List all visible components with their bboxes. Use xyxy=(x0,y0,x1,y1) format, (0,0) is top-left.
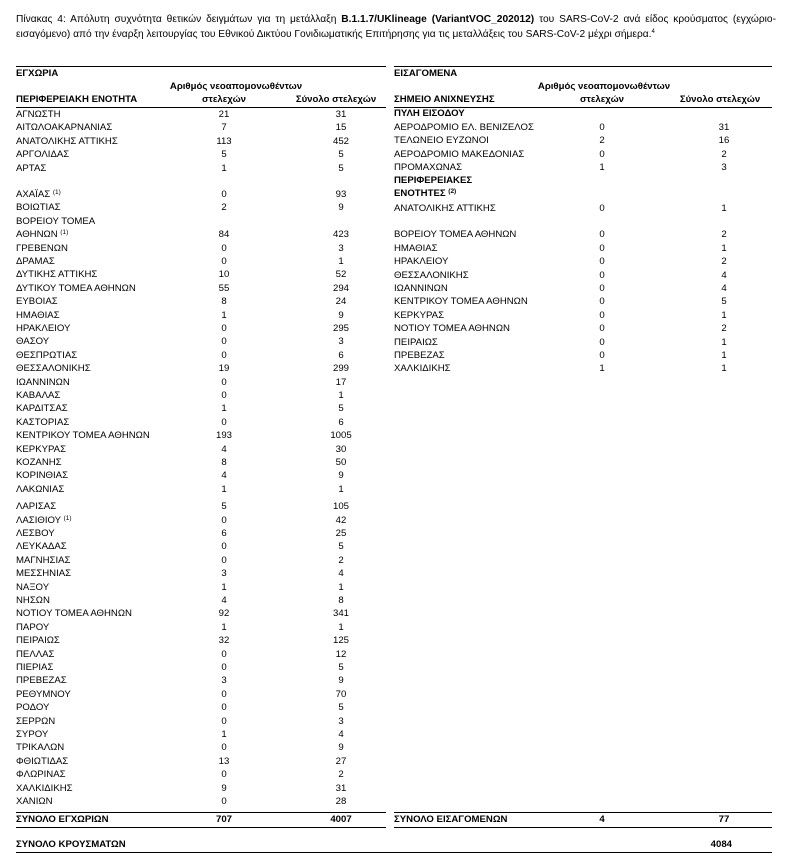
row-total: 294 xyxy=(332,282,349,294)
row-new: 0 xyxy=(221,336,227,348)
row-total: 42 xyxy=(335,514,347,526)
row-new: 0 xyxy=(221,554,227,566)
row-total: 2 xyxy=(721,229,727,241)
row-total: 2 xyxy=(721,256,727,268)
row-new: 4 xyxy=(221,470,227,482)
row-new: 0 xyxy=(599,242,605,254)
row-new: 0 xyxy=(221,256,227,267)
row-total: 50 xyxy=(335,457,347,468)
domestic-total-row: ΣΥΝΟΛΟ ΕΓΧΩΡΙΩΝ 707 4007 xyxy=(16,814,352,825)
row-name: ΗΜΑΘΙΑΣ xyxy=(394,242,438,254)
row-name: ΚΕΝΤΡΙΚΟΥ ΤΟΜΕΑ ΑΘΗΝΩΝ xyxy=(394,296,528,308)
row-name: ΕΥΒΟΙΑΣ xyxy=(16,296,58,308)
row-total: 295 xyxy=(332,323,349,334)
row-new: 0 xyxy=(221,189,227,200)
row-new: 1 xyxy=(221,309,227,321)
row-new: 0 xyxy=(599,323,605,335)
domestic-total-bottom-rule xyxy=(16,827,386,828)
row-total: 15 xyxy=(335,122,347,134)
row-name: ΔΥΤΙΚΟΥ ΤΟΜΕΑ ΑΘΗΝΩΝ xyxy=(16,282,136,294)
row-name: ΘΑΣΟΥ xyxy=(16,336,50,348)
row-new: 4 xyxy=(221,443,227,455)
row-total: 5 xyxy=(338,149,344,161)
row-name: ΘΕΣΠΡΩΤΙΑΣ xyxy=(16,349,78,361)
header-total: Σύνολο στελεχών xyxy=(679,94,761,105)
row-total: 4 xyxy=(721,283,727,294)
caption-lineage: B.1.1.7/UKlineage (VariantVOC_202012) xyxy=(341,14,535,25)
caption-suffix: του SARS-CoV-2 ανά είδος κρούσματος (εγχώριο-εισαγόμενο) από την έναρξη λειτουργίας του Εθνικού Δικτύου Γονιδιωματικής Επιτήρησης για τις μεταλλάξεις του SARS-CoV-2 μέχρι σήμερα. xyxy=(16,14,776,40)
row-name: ΚΟΡΙΝΘΙΑΣ xyxy=(16,470,69,482)
row-new: 0 xyxy=(599,256,605,268)
row-total: 9 xyxy=(338,470,344,482)
row-new: 1 xyxy=(221,581,227,593)
row-name: ΝΟΤΙΟΥ ΤΟΜΕΑ ΑΘΗΝΩΝ xyxy=(16,608,132,620)
row-total: 2 xyxy=(721,148,727,160)
row-new: 0 xyxy=(599,122,605,133)
grand-total-label: ΣΥΝΟΛΟ ΚΡΟΥΣΜΑΤΩΝ xyxy=(16,839,126,850)
row-name: ΑΓΝΩΣΤΗ xyxy=(16,109,61,120)
row-new: 7 xyxy=(221,122,227,134)
row-total: 1 xyxy=(338,581,344,593)
row-new: 21 xyxy=(218,109,230,120)
row-total: 1 xyxy=(338,621,344,633)
row-total: 27 xyxy=(335,755,347,767)
row-name: ΑΕΡΟΔΡΟΜΙΟ ΜΑΚΕΔΟΝΙΑΣ xyxy=(394,148,525,160)
row-name: ΠΕΙΡΑΙΩΣ xyxy=(394,336,438,348)
row-new: 0 xyxy=(599,203,605,214)
row-name: ΑΝΑΤΟΛΙΚΗΣ ΑΤΤΙΚΗΣ xyxy=(394,203,496,214)
row-total: 1 xyxy=(721,309,727,321)
row-new: 0 xyxy=(221,323,227,334)
row-new: 193 xyxy=(215,430,232,442)
row-new: 8 xyxy=(221,457,227,468)
row-new: 3 xyxy=(221,568,227,580)
row-name: ΘΕΣΣΑΛΟΝΙΚΗΣ xyxy=(16,363,91,375)
row-new: 2 xyxy=(221,202,227,214)
row-new: 0 xyxy=(221,688,227,700)
domestic-table: ΕΓΧΩΡΙΑ Αριθμός νεοαπομονωθέντων ΠΕΡΙΦΕΡΕΙΑΚΗ ΕΝΟΤΗΤΑ στελεχών Σύνολο στελεχών ΑΓΝΩΣΤΗ 21 31 ΑΙΤΩΛΟΑΚΑΡΝΑΝΙΑΣ 7 15 ΑΝΑΤΟΛΙΚΗΣ ΑΤΤΙΚΗΣ 113 452 ΑΡΓΟΛΙΔΑΣ 5 5 ΑΡΤΑΣ 1 5 ΑΧΑΪΑΣ $^{(1)}$ 0 93 ΒΟΙΩΤΙΑΣ 2 9 ΒΟΡΕΙΟΥ ΤΟΜΕΑ ΑΘΗΝΩΝ $^{(1)}$ 84 423 ΓΡΕΒΕΝΩΝ 0 3 ΔΡΑΜΑΣ 0 1 ΔΥΤΙΚΗΣ ΑΤΤΙΚΗΣ 10 52 ΔΥΤΙΚΟΥ ΤΟΜΕΑ ΑΘΗΝΩΝ 55 294 ΕΥΒΟΙΑΣ 8 24 ΗΜΑΘΙΑΣ 1 9 ΗΡΑΚΛΕΙΟΥ 0 295 ΘΑΣΟΥ 0 3 ΘΕΣΠΡΩΤΙΑΣ 0 6 ΘΕΣΣΑΛΟΝΙΚΗΣ 19 299 ΙΩΑΝΝΙΝΩΝ 0 17 ΚΑΒΑΛΑΣ 0 1 ΚΑΡΔΙΤΣΑΣ 1 5 ΚΑΣΤΟΡΙΑΣ 0 6 ΚΕΝΤΡΙΚΟΥ ΤΟΜΕΑ ΑΘΗΝΩΝ 193 1005 ΚΕΡΚΥΡΑΣ 4 30 ΚΟΖΑΝΗΣ 8 50 ΚΟΡΙΝΘΙΑΣ 4 9 ΛΑΚΩΝΙΑΣ 1 1 ΛΑΡΙΣΑΣ 5 105 ΛΑΣΙΘΙΟΥ $^{(1)}$ 0 42 ΛΕΣΒΟΥ 6 25 ΛΕΥΚΑΔΑΣ 0 5 ΜΑΓΝΗΣΙΑΣ 0 2 ΜΕΣΣΗΝΙΑΣ 3 4 ΝΑΞΟΥ 1 1 ΝΗΣΩΝ 4 8 ΝΟΤΙΟΥ ΤΟΜΕΑ ΑΘΗΝΩΝ 92 341 ΠΑΡΟΥ 1 1 ΠΕΙΡΑΙΩΣ 32 125 ΠΕΛΛΑΣ 0 12 ΠΙΕΡΙΑΣ 0 5 ΠΡΕΒΕΖΑΣ 3 9 ΡΕΘΥΜΝΟΥ 0 70 ΡΟΔΟΥ 0 5 ΣΕΡΡΩΝ 0 3 ΣΥΡΟΥ 1 4 ΤΡΙΚΑΛΩΝ 0 9 ΦΘΙΩΤΙΔΑΣ 13 27 ΦΛΩΡΙΝΑΣ 0 2 ΧΑΛΚΙΔΙΚΗΣ 9 31 ΧΑΝΙΩΝ 0 28 ΣΥΝΟΛΟ ΕΓΧΩΡΙΩΝ 707 4007 xyxy=(16,0,386,858)
row-total: 9 xyxy=(338,675,344,687)
row-total: 5 xyxy=(338,662,344,673)
row-name: ΡΟΔΟΥ xyxy=(16,702,50,714)
row-name: ΑΙΤΩΛΟΑΚΑΡΝΑΝΙΑΣ xyxy=(16,122,113,134)
row-total: 1 xyxy=(721,350,727,361)
row-total: 1 xyxy=(721,363,727,375)
row-new: 0 xyxy=(221,715,227,727)
row-total: 31 xyxy=(718,122,730,133)
row-new: 0 xyxy=(221,376,227,388)
row-new: 0 xyxy=(221,242,227,254)
row-total: 341 xyxy=(332,608,349,620)
caption-prefix: Πίνακας 4: Απόλυτη συχνότητα θετικών δειγμάτων για τη μετάλλαξη xyxy=(16,14,342,25)
row-name: ΑΡΓΟΛΙΔΑΣ xyxy=(16,149,70,161)
row-new: 2 xyxy=(599,135,605,147)
row-new: 4 xyxy=(221,595,227,606)
row-name: ΑΕΡΟΔΡΟΜΙΟ ΕΛ. ΒΕΝΙΖΕΛΟΣ xyxy=(394,122,534,133)
imported-total-bottom-rule xyxy=(394,827,772,828)
row-new: 0 xyxy=(599,269,605,281)
row-name: ΠΑΡΟΥ xyxy=(16,621,50,633)
row-new: 10 xyxy=(218,269,230,281)
row-total: 12 xyxy=(335,648,347,660)
row-name: ΔΡΑΜΑΣ xyxy=(16,256,55,267)
row-name: ΠΡΟΜΑΧΩΝΑΣ xyxy=(394,162,463,174)
row-total: 3 xyxy=(338,715,344,727)
row-name: ΦΘΙΩΤΙΔΑΣ xyxy=(16,755,69,767)
row-total: 452 xyxy=(332,135,349,147)
row-name: ΣΥΡΟΥ xyxy=(16,729,49,740)
row-total: 2 xyxy=(338,554,344,566)
row-name: ΠΕΙΡΑΙΩΣ xyxy=(16,635,60,647)
caption-footnote: 4 xyxy=(651,29,655,35)
row-new: 5 xyxy=(221,149,227,161)
row-total: 2 xyxy=(338,769,344,781)
row-new: 0 xyxy=(599,148,605,160)
row-name: ΠΙΕΡΙΑΣ xyxy=(16,662,54,673)
row-new: 0 xyxy=(221,662,227,673)
row-name: ΒΟΡΕΙΟΥ ΤΟΜΕΑ xyxy=(16,215,96,227)
row-total: 70 xyxy=(335,688,347,700)
row-name: ΤΕΛΩΝΕΙΟ ΕΥΖΩΝΟΙ xyxy=(394,135,489,147)
row-name: ΝΟΤΙΟΥ ΤΟΜΕΑ ΑΘΗΝΩΝ xyxy=(394,323,510,335)
row-total: 25 xyxy=(335,528,347,539)
row-total: 125 xyxy=(332,635,349,647)
row-name: ΗΜΑΘΙΑΣ xyxy=(16,309,60,321)
row-total: 5 xyxy=(338,541,344,553)
imported-table: ΕΙΣΑΓΟΜΕΝΑ Αριθμός νεοαπομονωθέντων ΣΗΜΕΙΟ ΑΝΙΧΝΕΥΣΗΣ στελεχών Σύνολο στελεχών ΠΥΛΗ ΕΙΣΟΔΟΥ ΑΕΡΟΔΡΟΜΙΟ ΕΛ. ΒΕΝΙΖΕΛΟΣ 0 31 ΤΕΛΩΝΕΙΟ ΕΥΖΩΝΟΙ 2 16 ΑΕΡΟΔΡΟΜΙΟ ΜΑΚΕΔΟΝΙΑΣ 0 2 ΠΡΟΜΑΧΩΝΑΣ 1 3 ΠΕΡΙΦΕΡΕΙΑΚΕΣ ΕΝΟΤΗΤΕΣ $^{(2)}$ ΑΝΑΤΟΛΙΚΗΣ ΑΤΤΙΚΗΣ 0 1 ΒΟΡΕΙΟΥ ΤΟΜΕΑ ΑΘΗΝΩΝ 0 2 ΗΜΑΘΙΑΣ 0 1 ΗΡΑΚΛΕΙΟΥ 0 2 ΘΕΣΣΑΛΟΝΙΚΗΣ 0 4 ΙΩΑΝΝΙΝΩΝ 0 4 ΚΕΝΤΡΙΚΟΥ ΤΟΜΕΑ ΑΘΗΝΩΝ 0 5 ΚΕΡΚΥΡΑΣ 0 1 ΝΟΤΙΟΥ ΤΟΜΕΑ ΑΘΗΝΩΝ 0 2 ΠΕΙΡΑΙΩΣ 0 1 ΠΡΕΒΕΖΑΣ 0 1 ΧΑΛΚΙΔΙΚΗΣ 1 1 ΣΥΝΟΛΟ ΕΙΣΑΓΟΜΕΝΩΝ 4 77 xyxy=(394,0,772,858)
row-new: 0 xyxy=(221,796,227,807)
row-new: 3 xyxy=(221,675,227,687)
row-new: 13 xyxy=(218,755,230,767)
row-new: 0 xyxy=(599,229,605,241)
row-new: 0 xyxy=(599,296,605,308)
row-name: ΛΕΥΚΑΔΑΣ xyxy=(16,541,67,553)
row-name: ΚΟΖΑΝΗΣ xyxy=(16,457,62,468)
row-new: 1 xyxy=(599,162,605,174)
row-new: 0 xyxy=(221,541,227,553)
row-total: 105 xyxy=(332,501,349,513)
row-name: ΚΕΝΤΡΙΚΟΥ ΤΟΜΕΑ ΑΘΗΝΩΝ xyxy=(16,430,150,442)
row-new: 0 xyxy=(221,349,227,361)
row-total: 4 xyxy=(721,269,727,281)
row-new: 5 xyxy=(221,501,227,513)
row-total: 9 xyxy=(338,309,344,321)
row-total: 9 xyxy=(338,202,344,214)
row-new: 0 xyxy=(221,416,227,428)
row-total: 5 xyxy=(721,296,727,308)
row-total: 1005 xyxy=(330,430,352,442)
row-name: ΑΝΑΤΟΛΙΚΗΣ ΑΤΤΙΚΗΣ xyxy=(16,135,118,147)
row-name: ΠΕΛΛΑΣ xyxy=(16,648,55,660)
row-name: ΛΑΡΙΣΑΣ xyxy=(16,501,57,513)
row-total: 93 xyxy=(335,189,347,200)
row-total: 6 xyxy=(338,349,344,361)
row-name: ΠΡΕΒΕΖΑΣ xyxy=(394,350,445,361)
row-name: ΚΑΒΑΛΑΣ xyxy=(16,390,61,401)
grand-total xyxy=(16,838,772,854)
header-new: στελεχών xyxy=(579,94,625,105)
row-total: 1 xyxy=(338,483,344,495)
row-name: ΗΡΑΚΛΕΙΟΥ xyxy=(394,256,449,268)
row-new: 1 xyxy=(221,162,227,174)
row-new: 9 xyxy=(221,782,227,794)
row-total: 5 xyxy=(338,702,344,714)
row-name: ΦΛΩΡΙΝΑΣ xyxy=(16,769,66,781)
row-name: ΑΧΑΪΑΣ $^{(1)}$ xyxy=(16,189,61,200)
row-total: 299 xyxy=(332,363,349,375)
header-total: Σύνολο στελεχών xyxy=(295,94,377,105)
row-total: 2 xyxy=(721,323,727,335)
header-point: ΣΗΜΕΙΟ ΑΝΙΧΝΕΥΣΗΣ xyxy=(394,94,495,105)
row-total: 52 xyxy=(335,269,347,281)
row-total: 4 xyxy=(338,568,344,580)
row-name: ΛΑΣΙΘΙΟΥ $^{(1)}$ xyxy=(16,514,72,526)
subheader-regional-ref: (2) xyxy=(448,188,457,195)
row-name: ΜΕΣΣΗΝΙΑΣ xyxy=(16,568,72,580)
row-new: 55 xyxy=(218,282,230,294)
row-name: ΛΑΚΩΝΙΑΣ xyxy=(16,483,65,495)
row-new: 0 xyxy=(221,390,227,401)
row-name: ΒΟΙΩΤΙΑΣ xyxy=(16,202,61,214)
row-name: ΚΑΡΔΙΤΣΑΣ xyxy=(16,403,68,415)
row-total: 1 xyxy=(338,256,344,267)
row-name: ΚΕΡΚΥΡΑΣ xyxy=(16,443,67,455)
row-total: 5 xyxy=(338,403,344,415)
row-name: ΘΕΣΣΑΛΟΝΙΚΗΣ xyxy=(394,269,469,281)
row-name: ΧΑΝΙΩΝ xyxy=(16,796,53,807)
row-new: 19 xyxy=(218,363,230,375)
row-total: 8 xyxy=(338,595,344,606)
row-name: ΜΑΓΝΗΣΙΑΣ xyxy=(16,554,71,566)
row-new: 0 xyxy=(599,336,605,348)
row-new: 0 xyxy=(221,514,227,526)
row-total: 28 xyxy=(335,796,347,807)
row-total: 1 xyxy=(721,336,727,348)
row-name: ΑΡΤΑΣ xyxy=(16,162,47,174)
row-total: 16 xyxy=(718,135,730,147)
row-name: ΡΕΘΥΜΝΟΥ xyxy=(16,688,71,700)
row-total: 3 xyxy=(338,242,344,254)
row-new: 0 xyxy=(599,283,605,294)
row-ref: (1) xyxy=(63,514,72,522)
row-name: ΙΩΑΝΝΙΝΩΝ xyxy=(16,376,70,388)
row-new: 0 xyxy=(221,769,227,781)
row-total: 4 xyxy=(338,729,344,740)
row-total: 5 xyxy=(338,162,344,174)
row-new: 0 xyxy=(221,742,227,754)
row-name: ΓΡΕΒΕΝΩΝ xyxy=(16,242,68,254)
row-total: 24 xyxy=(335,296,347,308)
row-total: 1 xyxy=(338,390,344,401)
row-total: 423 xyxy=(332,229,349,241)
row-total: 17 xyxy=(335,376,347,388)
row-name: ΣΕΡΡΩΝ xyxy=(16,715,56,727)
row-new: 84 xyxy=(218,229,230,241)
row-total: 31 xyxy=(335,782,347,794)
row-name: ΔΥΤΙΚΗΣ ΑΤΤΙΚΗΣ xyxy=(16,269,98,281)
row-new: 0 xyxy=(599,309,605,321)
imported-total-row: ΣΥΝΟΛΟ ΕΙΣΑΓΟΜΕΝΩΝ 4 77 xyxy=(394,814,730,825)
row-new: 1 xyxy=(221,729,227,740)
row-total: 31 xyxy=(335,109,347,120)
row-name: ΗΡΑΚΛΕΙΟΥ xyxy=(16,323,71,334)
row-new: 1 xyxy=(221,483,227,495)
row-new: 0 xyxy=(221,648,227,660)
row-total: 1 xyxy=(721,242,727,254)
row-new: 113 xyxy=(216,135,232,147)
row-new: 8 xyxy=(221,296,227,308)
row-name: ΧΑΛΚΙΔΙΚΗΣ xyxy=(16,782,73,794)
row-ref: (1) xyxy=(60,229,69,237)
row-new: 0 xyxy=(221,702,227,714)
row-ref: (1) xyxy=(52,189,61,196)
row-name: ΛΕΣΒΟΥ xyxy=(16,528,55,539)
row-name: ΝΗΣΩΝ xyxy=(16,595,50,606)
row-total: 6 xyxy=(338,416,344,428)
row-total: 30 xyxy=(335,443,347,455)
row-name: ΧΑΛΚΙΔΙΚΗΣ xyxy=(394,363,451,375)
row-new: 6 xyxy=(221,528,227,539)
row-new: 32 xyxy=(218,635,230,647)
row-total: 3 xyxy=(721,162,727,174)
row-name: ΑΘΗΝΩΝ $^{(1)}$ xyxy=(16,229,69,241)
row-new: 1 xyxy=(599,363,605,375)
row-new: 1 xyxy=(221,621,227,633)
row-new: 1 xyxy=(221,403,227,415)
row-total: 3 xyxy=(338,336,344,348)
row-name: ΙΩΑΝΝΙΝΩΝ xyxy=(394,283,448,294)
row-name: ΤΡΙΚΑΛΩΝ xyxy=(16,742,65,754)
row-new: 0 xyxy=(599,350,605,361)
row-name: ΚΑΣΤΟΡΙΑΣ xyxy=(16,416,70,428)
row-total: 9 xyxy=(338,742,344,754)
domestic-top-rule xyxy=(16,66,386,67)
grand-total-rule xyxy=(16,852,772,853)
row-name: ΚΕΡΚΥΡΑΣ xyxy=(394,309,445,321)
row-name: ΝΑΞΟΥ xyxy=(16,581,50,593)
header-new: στελεχών xyxy=(201,94,247,105)
row-new: 92 xyxy=(218,608,230,620)
row-total: 1 xyxy=(721,203,727,214)
header-region: ΠΕΡΙΦΕΡΕΙΑΚΗ ΕΝΟΤΗΤΑ xyxy=(16,94,138,105)
grand-total-value: 4084 xyxy=(710,839,732,850)
row-name: ΠΡΕΒΕΖΑΣ xyxy=(16,675,67,687)
row-name: ΒΟΡΕΙΟΥ ΤΟΜΕΑ ΑΘΗΝΩΝ xyxy=(394,229,517,241)
